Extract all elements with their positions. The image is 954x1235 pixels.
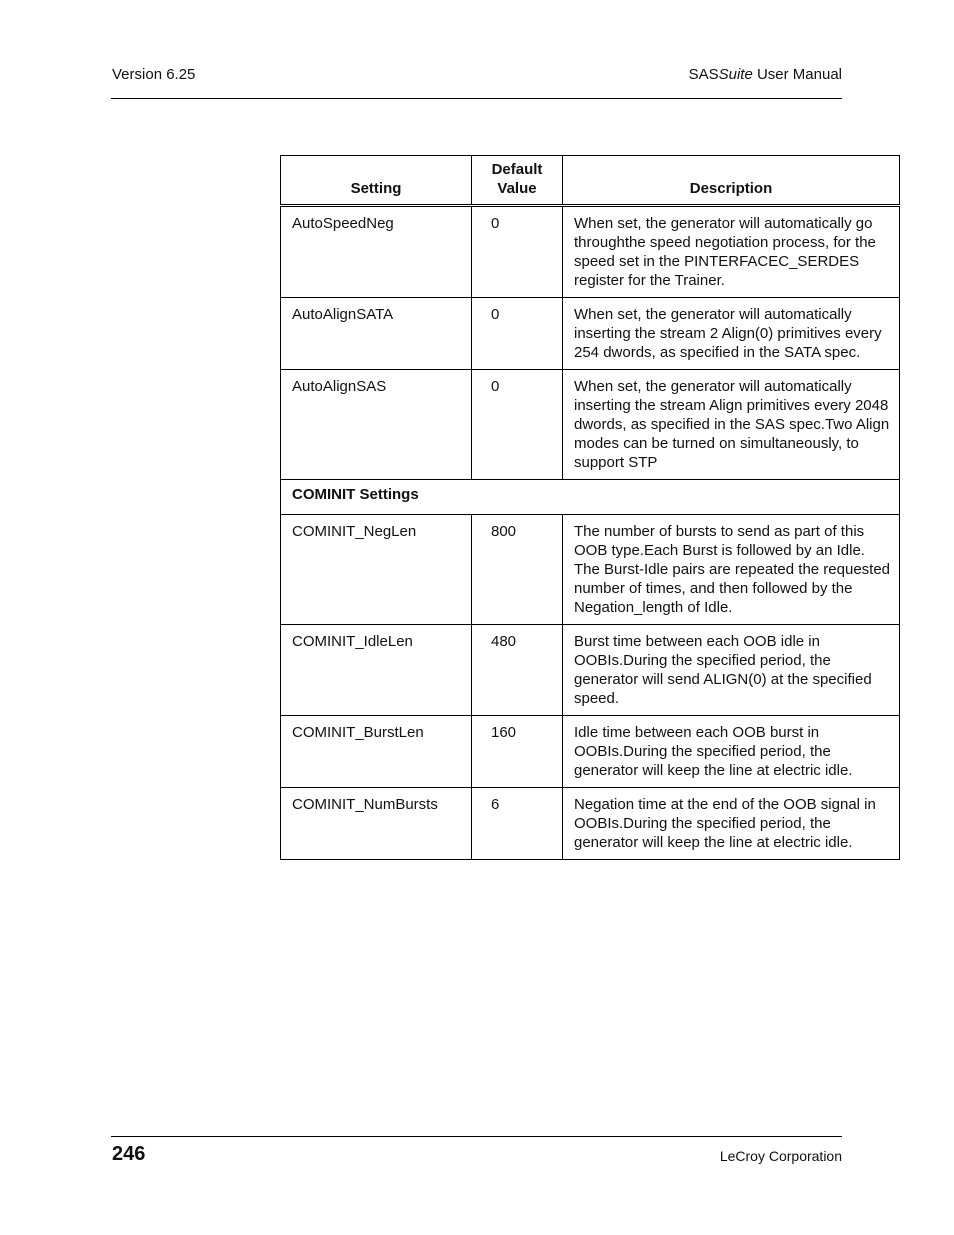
value-cell: 0: [472, 206, 563, 298]
section-row: [281, 480, 900, 515]
description-cell: Idle time between each OOB burst in OOBIs.During the specified period, the generator will keep the line at electric idle.: [563, 716, 900, 788]
value-cell: 800: [472, 515, 563, 625]
setting-cell: AutoSpeedNeg: [281, 206, 472, 298]
description-cell: The number of bursts to send as part of this OOB type.Each Burst is followed by an Idle. The Burst-Idle pairs are repeated the requested number of times, and then followed by the Negation_length of Idle.: [563, 515, 900, 625]
page-number: 246: [112, 1143, 146, 1165]
setting-cell: AutoAlignSAS: [281, 370, 472, 480]
value-cell: 6: [472, 788, 563, 860]
header-rule: [111, 98, 842, 99]
description-cell: When set, the generator will automatically inserting the stream 2 Align(0) primitives every 254 dwords, as specified in the SATA spec.: [563, 298, 900, 370]
footer-company: LeCroy Corporation: [719, 1148, 842, 1164]
title-italic: Suite: [718, 66, 753, 83]
setting-cell: COMINIT_NegLen: [281, 515, 472, 625]
value-cell: 0: [472, 298, 563, 370]
default-line1: Default: [491, 161, 543, 178]
description-cell: When set, the generator will automatically go throughthe speed negotiation process, for the speed set in the PINTERFACEC_SERDES register for the Trainer.: [563, 206, 900, 298]
setting-cell: AutoAlignSATA: [281, 298, 472, 370]
table-row: [281, 515, 900, 625]
column-header-description: Description: [563, 156, 900, 206]
column-header-setting: Setting: [281, 156, 472, 206]
table-row: [281, 206, 900, 298]
setting-cell: COMINIT_NumBursts: [281, 788, 472, 860]
table-row: [281, 298, 900, 370]
table-row: [281, 788, 900, 860]
header-manual-title: [689, 66, 842, 83]
column-header-default-value: [472, 156, 563, 206]
setting-cell: COMINIT_IdleLen: [281, 625, 472, 716]
header-version: Version 6.25: [112, 66, 196, 83]
title-suffix: User Manual: [752, 66, 842, 83]
value-cell: 0: [472, 370, 563, 480]
description-cell: When set, the generator will automatically inserting the stream Align primitives every 2048 dwords, as specified in the SAS spec.Two Align modes can be turned on simultaneously, to support STP: [563, 370, 900, 480]
description-cell: Burst time between each OOB idle in OOBIs.During the specified period, the generator will send ALIGN(0) at the specified speed.: [563, 625, 900, 716]
title-prefix: SAS: [688, 66, 719, 83]
description-cell: Negation time at the end of the OOB signal in OOBIs.During the specified period, the generator will keep the line at electric idle.: [563, 788, 900, 860]
default-line2: Value: [497, 180, 537, 197]
settings-table: [280, 155, 900, 860]
table-row: [281, 370, 900, 480]
footer-rule: [111, 1136, 842, 1137]
table-header-row: [281, 156, 900, 206]
table-row: [281, 625, 900, 716]
setting-cell: COMINIT_BurstLen: [281, 716, 472, 788]
table-row: [281, 716, 900, 788]
section-title: COMINIT Settings: [281, 480, 900, 515]
value-cell: 160: [472, 716, 563, 788]
value-cell: 480: [472, 625, 563, 716]
